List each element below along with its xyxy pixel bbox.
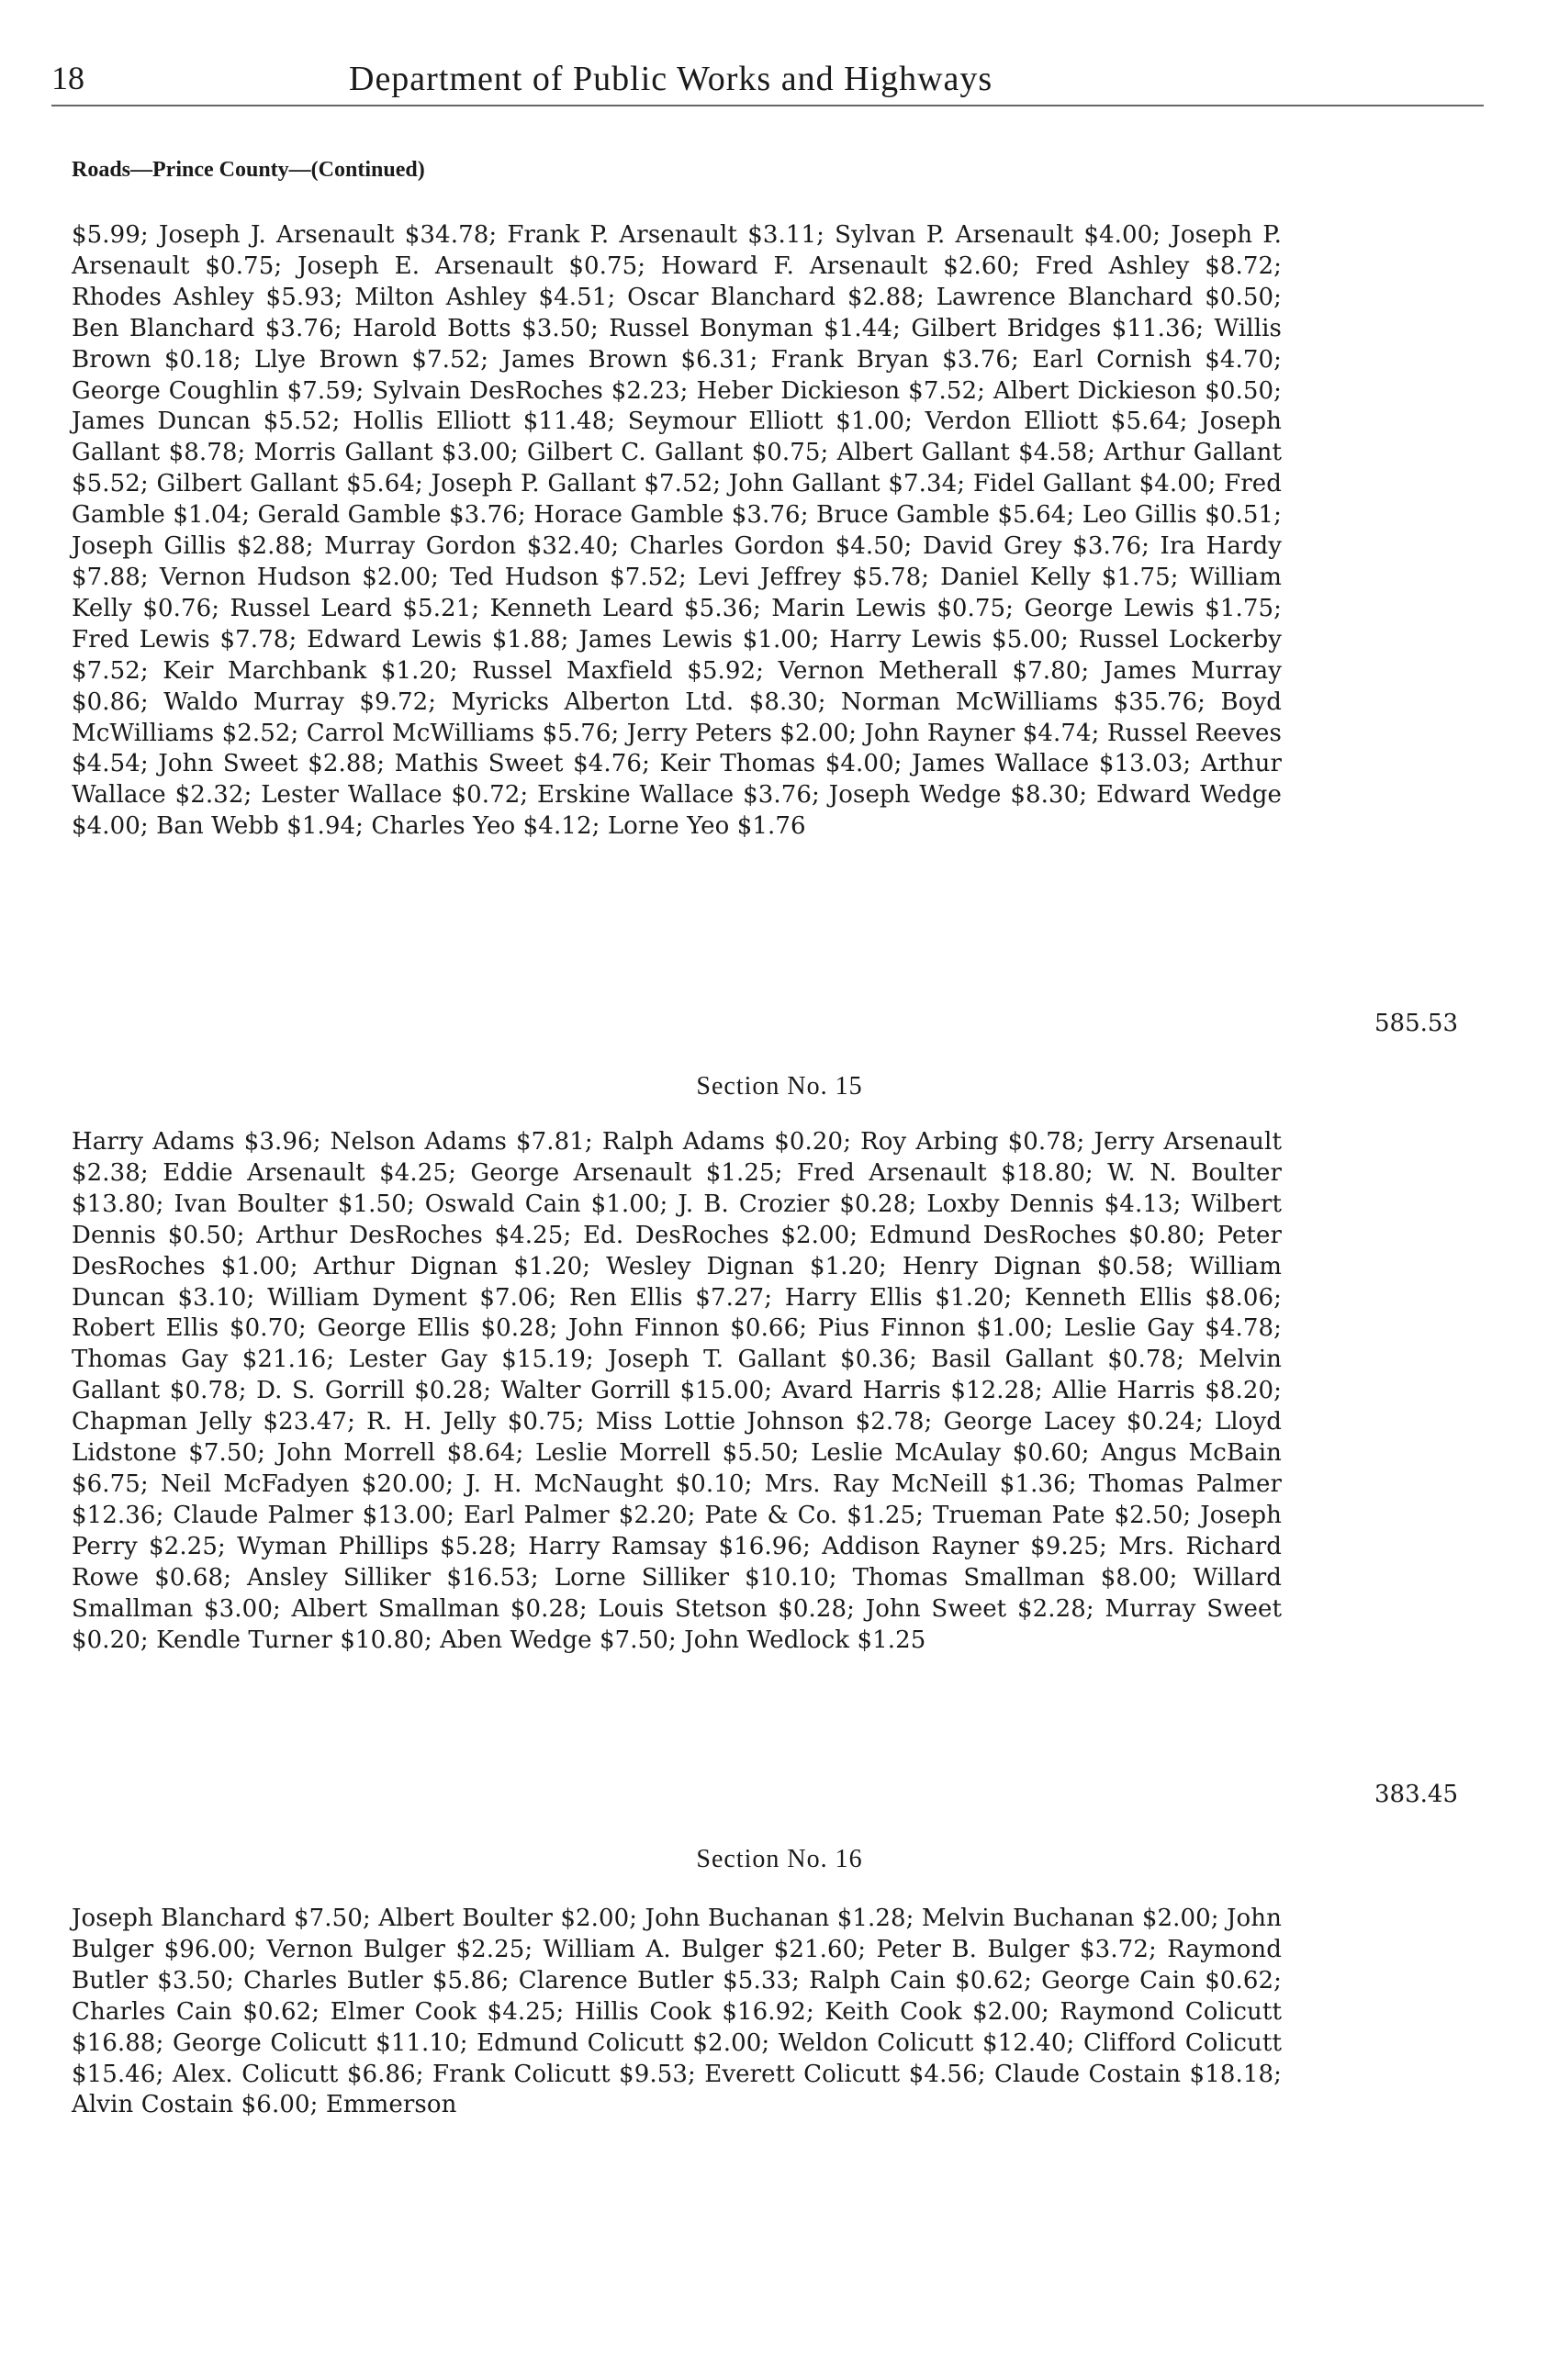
page-number: 18	[51, 60, 84, 96]
paragraph-section-15: Harry Adams $3.96; Nelson Adams $7.81; Ralph Adams $0.20; Roy Arbing $0.78; Jerry Arsenault $2.38; Eddie Arsenault $4.25; George Arsenault $1.25; Fred Arsenault $18.80; W. N. Boulter $13.80; Ivan Boulter $1.50; Oswald Cain $1.00; J. B. Crozier $0.28; Loxby Dennis $4.13; Wilbert Dennis $0.50; Arthur DesRoches $4.25; Ed. DesRoches $2.00; Edmund DesRoches $0.80; Peter DesRoches $1.00; Arthur Dignan $1.20; Wesley Dignan $1.20; Henry Dignan $0.58; William Duncan $3.10; William Dyment $7.06; Ren Ellis $7.27; Harry Ellis $1.20; Kenneth Ellis $8.06; Robert Ellis $0.70; George Ellis $0.28; John Finnon $0.66; Pius Finnon $1.00; Leslie Gay $4.78; Thomas Gay $21.16; Lester Gay $15.19; Joseph T. Gallant $0.36; Basil Gallant $0.78; Melvin Gallant $0.78; D. S. Gorrill $0.28; Walter Gorrill $15.00; Avard Harris $12.28; Allie Harris $8.20; Chapman Jelly $23.47; R. H. Jelly $0.75; Miss Lottie Johnson $2.78; George Lacey $0.24; Lloyd Lidstone $7.50; John Morrell $8.64; Leslie Morrell $5.50; Leslie McAulay $0.60; Angus McBain $6.75; Neil McFadyen $20.00; J. H. McNaught $0.10; Mrs. Ray McNeill $1.36; Thomas Palmer $12.36; Claude Palmer $13.00; Earl Palmer $2.20; Pate & Co. $1.25; Trueman Pate $2.50; Joseph Perry $2.25; Wyman Phillips $5.28; Harry Ramsay $16.96; Addison Rayner $9.25; Mrs. Richard Rowe $0.68; Ansley Silliker $16.53; Lorne Silliker $10.10; Thomas Smallman $8.00; Willard Smallman $3.00; Albert Smallman $0.28; Louis Stetson $0.28; John Sweet $2.28; Murray Sweet $0.20; Kendle Turner $10.80; Aben Wedge $7.50; John Wedlock $1.25	[72, 1128, 1282, 1654]
section-total: 383.45	[1374, 1781, 1458, 1808]
section-heading-16: Section No. 16	[696, 1845, 863, 1873]
section-total: 585.53	[1374, 1010, 1458, 1037]
paragraph-section-16: Joseph Blanchard $7.50; Albert Boulter $2.00; John Buchanan $1.28; Melvin Buchanan $2.00; John Bulger $96.00; Vernon Bulger $2.25; William A. Bulger $21.60; Peter B. Bulger $3.72; Raymond Butler $3.50; Charles Butler $5.86; Clarence Butler $5.33; Ralph Cain $0.62; George Cain $0.62; Charles Cain $0.62; Elmer Cook $4.25; Hillis Cook $16.92; Keith Cook $2.00; Raymond Colicutt $16.88; George Colicutt $11.10; Edmund Colicutt $2.00; Weldon Colicutt $12.40; Clifford Colicutt $15.46; Alex. Colicutt $6.86; Frank Colicutt $9.53; Everett Colicutt $4.56; Claude Costain $18.18; Alvin Costain $6.00; Emmerson	[72, 1905, 1282, 2119]
paragraph-continued: $5.99; Joseph J. Arsenault $34.78; Frank P. Arsenault $3.11; Sylvan P. Arsenault $4.00; Joseph P. Arsenault $0.75; Joseph E. Arsenault $0.75; Howard F. Arsenault $2.60; Fred Ashley $8.72; Rhodes Ashley $5.93; Milton Ashley $4.51; Oscar Blanchard $2.88; Lawrence Blanchard $0.50; Ben Blanchard $3.76; Harold Botts $3.50; Russel Bonyman $1.44; Gilbert Bridges $11.36; Willis Brown $0.18; Llye Brown $7.52; James Brown $6.31; Frank Bryan $3.76; Earl Cornish $4.70; George Coughlin $7.59; Sylvain DesRoches $2.23; Heber Dickieson $7.52; Albert Dickieson $0.50; James Duncan $5.52; Hollis Elliott $11.48; Seymour Elliott $1.00; Verdon Elliott $5.64; Joseph Gallant $8.78; Morris Gallant $3.00; Gilbert C. Gallant $0.75; Albert Gallant $4.58; Arthur Gallant $5.52; Gilbert Gallant $5.64; Joseph P. Gallant $7.52; John Gallant $7.34; Fidel Gallant $4.00; Fred Gamble $1.04; Gerald Gamble $3.76; Horace Gamble $3.76; Bruce Gamble $5.64; Leo Gillis $0.51; Joseph Gillis $2.88; Murray Gordon $32.40; Charles Gordon $4.50; David Grey $3.76; Ira Hardy $7.88; Vernon Hudson $2.00; Ted Hudson $7.52; Levi Jeffrey $5.78; Daniel Kelly $1.75; William Kelly $0.76; Russel Leard $5.21; Kenneth Leard $5.36; Marin Lewis $0.75; George Lewis $1.75; Fred Lewis $7.78; Edward Lewis $1.88; James Lewis $1.00; Harry Lewis $5.00; Russel Lockerby $7.52; Keir Marchbank $1.20; Russel Maxfield $5.92; Vernon Metherall $7.80; James Murray $0.86; Waldo Murray $9.72; Myricks Alberton Ltd. $8.30; Norman McWilliams $35.76; Boyd McWilliams $2.52; Carrol McWilliams $5.76; Jerry Peters $2.00; John Rayner $4.74; Russel Reeves $4.54; John Sweet $2.88; Mathis Sweet $4.76; Keir Thomas $4.00; James Wallace $13.03; Arthur Wallace $2.32; Lester Wallace $0.72; Erskine Wallace $3.76; Joseph Wedge $8.30; Edward Wedge $4.00; Ban Webb $1.94; Charles Yeo $4.12; Lorne Yeo $1.76	[72, 221, 1282, 841]
section-heading-15: Section No. 15	[696, 1072, 863, 1101]
subhead: Roads—Prince County—(Continued)	[72, 158, 425, 182]
page-header	[51, 57, 1484, 106]
running-title: Department of Public Works and Highways	[349, 60, 993, 98]
